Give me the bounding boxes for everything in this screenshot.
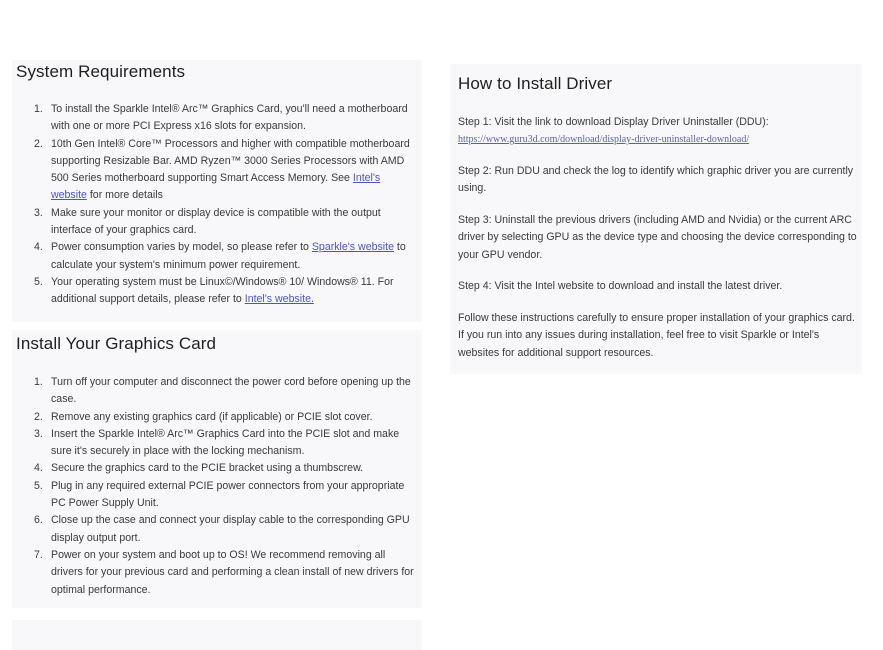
install-step-item [16,374,414,409]
install-step-item [16,460,414,477]
requirement-text: to calculate your system's minimum power requirement. [51,241,406,271]
install-step-text: Remove any existing graphics card (if applicable) or PCIE slot cover. [51,410,373,423]
closing-paragraph: Follow these instructions carefully to ensure proper installation of your graphics card. If you run into any issues during installation, feel free to visit Sparkle or Intel's websites for additional support resources. [458,312,855,359]
left-panel [0,0,431,650]
install-step-item [16,547,414,599]
system-requirements-heading: System Requirements [16,62,186,81]
step-3: Step 3: Uninstall the previous drivers (including AMD and Nvidia) or the current ARC driver by selecting GPU as the device type and choosing the device corresponding to your GPU vendor. [458,214,857,261]
list-number: 5. [34,479,43,492]
list-number: 1. [34,376,43,388]
footer-block [12,620,422,650]
list-number: 7. [34,548,43,561]
install-driver-heading: How to Install Driver [458,74,613,93]
requirement-item [16,136,414,205]
list-number: 3. [34,206,43,219]
requirement-link[interactable]: Sparkle's website [311,241,394,254]
requirement-item [16,239,414,274]
install-step-text: Turn off your computer and disconnect the power cord before opening up the case. [51,376,411,406]
install-step-item [16,409,414,426]
step-1-text: Step 1: Visit the link to download Display Driver Uninstaller (DDU): [458,116,769,128]
step-4: Step 4: Visit the Intel website to download and install the latest driver. [458,280,783,292]
list-number: 1. [34,103,43,115]
right-panel [440,0,883,650]
install-step-item [16,478,414,513]
install-card-heading: Install Your Graphics Card [16,334,217,353]
requirement-link[interactable]: Intel's website. [244,293,314,306]
install-step-text: Plug in any required external PCIE power connectors from your appropriate PC Power Supply Unit. [51,479,405,510]
ddu-download-link[interactable]: https://www.guru3d.com/download/display-driver-uninstaller-download/ [458,134,750,146]
requirement-item [16,205,414,240]
requirement-text: To install the Sparkle Intel® Arc™ Graphics Card, you'll need a motherboard with one or more PCI Express x16 slots for expansion. [51,103,408,133]
install-card-list [16,374,414,599]
requirement-text: 10th Gen Intel® Core™ Processors and higher with compatible motherboard supporting Resizable Bar. AMD Ryzen™ 3000 Series Processors with AMD 500 Series motherboard supporting Smart Access Memory. See [51,137,410,185]
install-step-item [16,512,414,547]
system-requirements-list [16,101,414,309]
requirement-text: Your operating system must be Linux©/Windows® 10/ Windows® 11. For additional support details, please refer to [51,275,394,306]
install-step-item [16,426,414,461]
requirement-text: for more details [86,189,163,202]
install-step-text: Close up the case and connect your display cable to the corresponding GPU display output port. [51,514,410,544]
list-number: 3. [34,427,43,440]
list-number: 4. [34,462,43,475]
step-2: Step 2: Run DDU and check the log to identify which graphic driver you are currently using. [458,165,854,195]
list-number: 2. [34,137,43,150]
requirement-item [16,274,414,309]
list-number: 4. [34,241,43,254]
requirement-link[interactable]: Intel's website [51,172,381,202]
list-number: 6. [34,514,43,527]
requirement-text: Power consumption varies by model, so please refer to [51,241,312,254]
list-number: 5. [34,275,43,288]
step-1 [458,114,858,149]
install-step-text: Insert the Sparkle Intel® Arc™ Graphics Card into the PCIE slot and make sure it's securely in place with the locking mechanism. [51,427,400,458]
install-step-text: Power on your system and boot up to OS! We recommend removing all drivers for your previous card and performing a clean install of new drivers for optimal performance. [51,548,414,596]
requirement-text: Make sure your monitor or display device is compatible with the output interface of your graphics card. [51,206,381,237]
list-number: 2. [34,410,43,423]
requirement-item [16,101,414,136]
install-step-text: Secure the graphics card to the PCIE bracket using a thumbscrew. [51,462,364,475]
